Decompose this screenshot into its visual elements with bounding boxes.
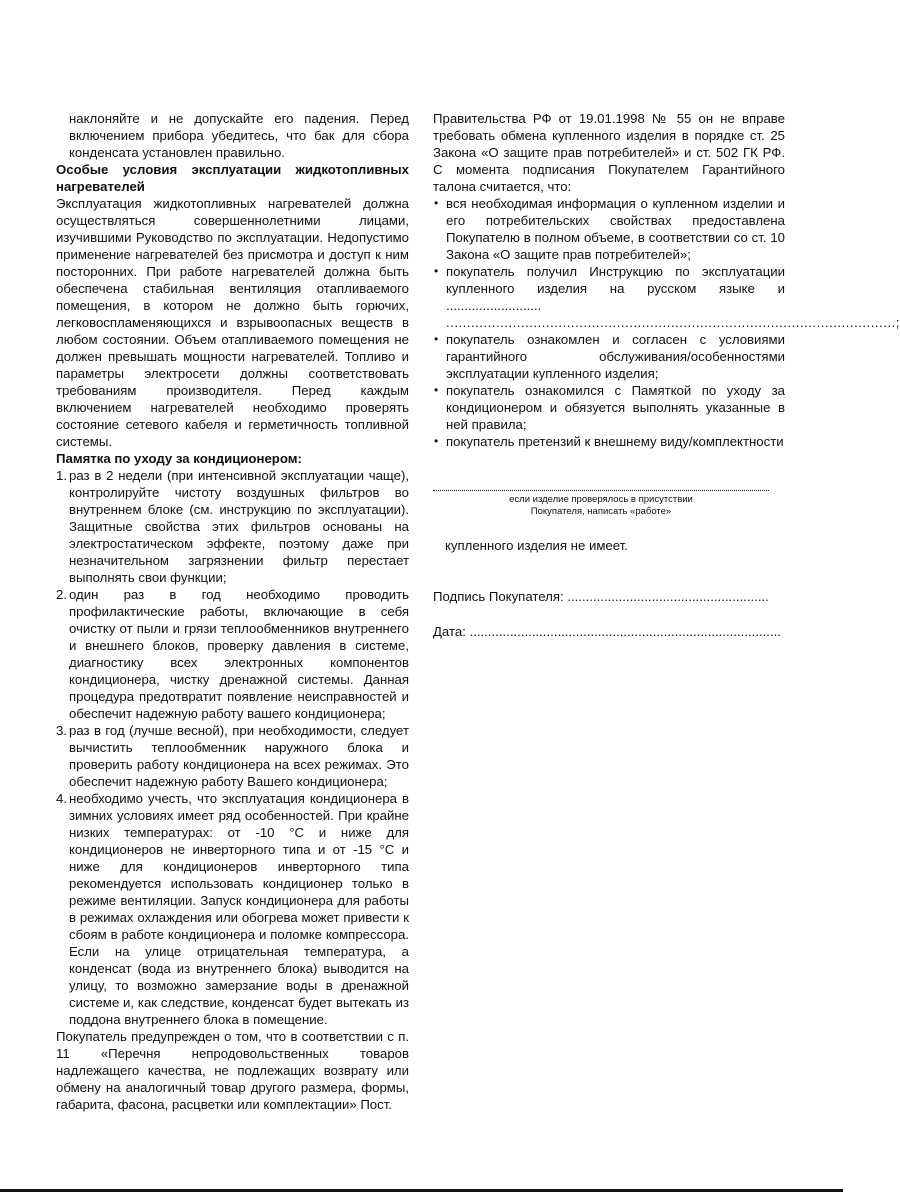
care-memo-heading: Памятка по уходу за кондиционером: [56, 451, 302, 466]
care-memo-list [56, 467, 409, 1028]
left-column [56, 110, 409, 1113]
list-item-text: необходимо учесть, что эксплуатация кондиционера в зимних условиях имеет ряд особенностей. При крайне низких температурах: от -10 °С и ниже для кондиционеров не инверторного типа и от -15 °С и ниже для кондиционеров инверторного типа рекомендуется использовать кондиционер только в режиме вентиляции. Запуск кондиционера для работы в режимах охлаждения или обогрева может привести к сбоям в работе кондиционера и поломке компрессора. Если на улице отрицательная температура, а конденсат (вода из внутреннего блока) выводится на улицу, то возможно замерзание воды в дренажной системе и, как следствие, конденсат будет вытекать из поддона внутреннего блока в помещение. [69, 791, 409, 1027]
list-item [56, 790, 409, 1028]
special-conditions-heading: Особые условия эксплуатации жидкотопливных нагревателей [56, 162, 409, 194]
list-item-text: раз в 2 недели (при интенсивной эксплуатации чаще), контролируйте чистоту воздушных фильтров во внутреннем блоке (см. инструкцию по эксплуатации). Защитные свойства этих фильтров основаны на электростатическом эффекте, поэтому даже при незначительном загрязнении фильтр перестает выполнять свои функции; [69, 468, 409, 585]
list-item-text: раз в год (лучше весной), при необходимости, следует вычистить теплообменник наружного блока и проверить работу кондиционера на всех режимах. Это обеспечит надежную работу Вашего кондиционера; [69, 723, 409, 789]
list-item [56, 722, 409, 790]
fill-in-line[interactable] [433, 482, 769, 491]
list-item-text: покупатель претензий к внешнему виду/комплектности [446, 434, 784, 449]
no-claims-text: купленного изделия не имеет. [445, 538, 628, 553]
list-item [433, 433, 785, 450]
list-number: 2. [56, 587, 67, 602]
list-item [433, 263, 900, 331]
list-item [433, 195, 785, 263]
warranty-conditions-list [433, 195, 900, 450]
closing-paragraph: Покупатель предупрежден о том, что в соответствии с п. 11 «Перечня непродовольственных товаров надлежащего качества, не подлежащих возврату или обмену на аналогичный товар другого размера, формы, габарита, фасона, расцветки или комплектации» Пост. [56, 1029, 409, 1112]
list-item [433, 382, 785, 433]
list-item-text: покупатель ознакомлен и согласен с условиями гарантийного обслуживания/особенностями эксплуатации купленного изделия; [446, 332, 785, 381]
date-field[interactable]: Дата: ..................................................................................... [433, 624, 781, 639]
list-item [433, 331, 785, 382]
bullet-icon: • [434, 196, 439, 210]
list-number: 4. [56, 791, 67, 806]
condition-fill-in [433, 482, 769, 518]
right-column [433, 110, 900, 450]
special-conditions-text: Эксплуатация жидкотопливных нагревателей должна осуществляться совершеннолетними лицами, изучившими Руководство по эксплуатации. Недопустимо применение нагревателей без присмотра и доступ к ним посторонних. При работе нагревателей должна быть обеспечена стабильная вентиляция отапливаемого помещения, в котором не должно быть горючих, легковоспламеняющихся и взрывоопасных веществ в любом состоянии. Объем отапливаемого помещения не должен превышать мощности нагревателей. Топливо и параметры электросети должны соответствовать требованиям производителя. Перед каждым включением нагревателей необходимо проверять состояние сетевого кабеля и герметичность топливной системы. [56, 196, 409, 449]
list-number: 1. [56, 468, 67, 483]
warranty-intro: Правительства РФ от 19.01.1998 № 55 он не вправе требовать обмена купленного изделия в порядке ст. 25 Закона «О защите прав потребителей» и ст. 502 ГК РФ. С момента подписания Покупателем Гарантийного талона считается, что: [433, 111, 785, 194]
fill-in-note-line-2: Покупателя, написать «работе» [530, 506, 672, 517]
list-item-text: один раз в год необходимо проводить профилактические работы, включающие в себя очистку от пыли и грязи теплообменников внутреннего и внешнего блоков, проверку давления в системе, диагностику всех электронных компонентов кондиционера, чистку дренажной системы. Данная процедура предотвратит появление неисправностей и обеспечит надежную работу вашего кондиционера; [69, 587, 409, 721]
list-item [56, 467, 409, 586]
list-item [56, 586, 409, 722]
fill-in-line: ............................................................................................................; [446, 315, 900, 330]
signature-field[interactable]: Подпись Покупателя: ....................................................... [433, 589, 769, 604]
bullet-icon: • [434, 434, 439, 448]
list-item-text: вся необходимая информация о купленном изделии и его потребительских свойствах предоставлена Покупателю в полном объеме, в соответствии со ст. 10 Закона «О защите прав потребителей»; [446, 196, 785, 262]
list-number: 3. [56, 723, 67, 738]
list-item-text: покупатель ознакомился с Памяткой по уходу за кондиционером и обязуется выполнять указанные в ней правила; [446, 383, 785, 432]
bullet-icon: • [434, 264, 439, 278]
fill-in-note-line-1: если изделие проверялось в присутствии [509, 494, 693, 505]
bullet-icon: • [434, 332, 439, 346]
list-item-text: покупатель получил Инструкцию по эксплуатации купленного изделия на русском языке и .......................... [446, 264, 785, 313]
intro-paragraph: наклоняйте и не допускайте его падения. Перед включением прибора убедитесь, что бак для сбора конденсата установлен правильно. [69, 111, 409, 160]
bullet-icon: • [434, 383, 439, 397]
fill-in-note [433, 494, 769, 518]
